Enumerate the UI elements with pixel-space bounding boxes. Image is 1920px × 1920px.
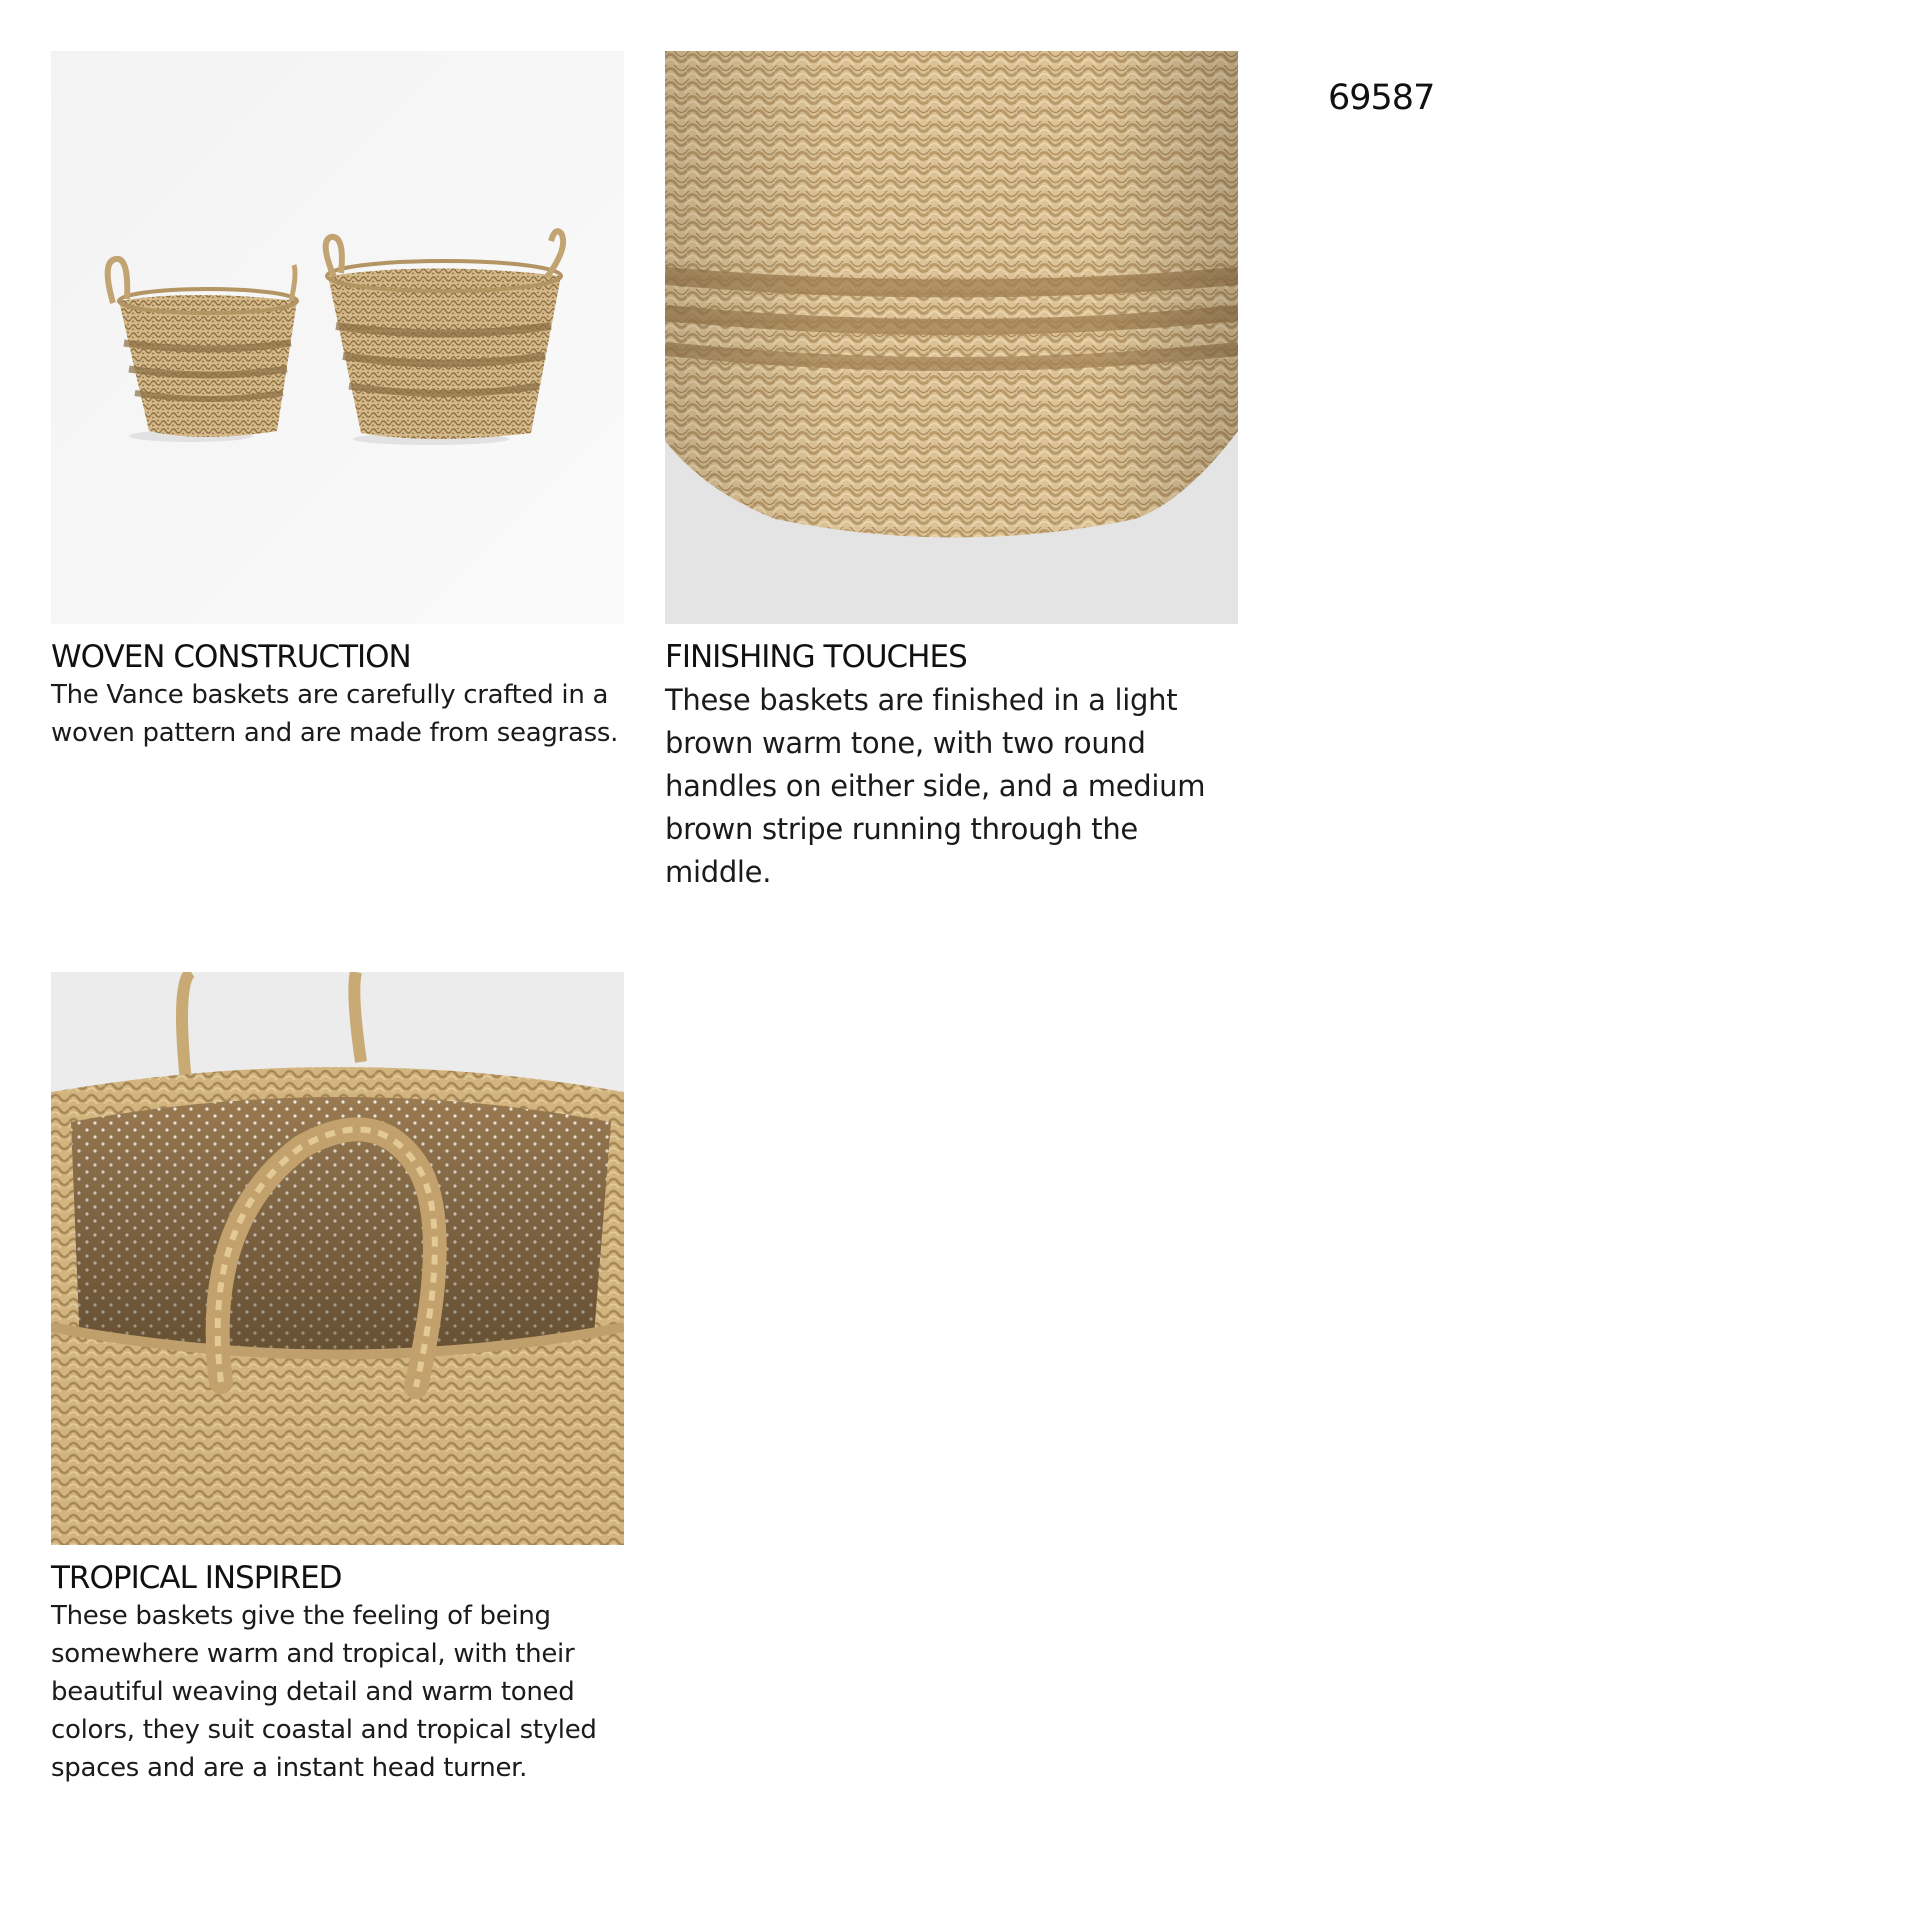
card-title: FINISHING TOUCHES	[665, 639, 967, 675]
feature-card-tropical-inspired	[51, 972, 624, 1787]
two-seagrass-baskets-photo	[51, 51, 624, 624]
card-title: WOVEN CONSTRUCTION	[51, 639, 411, 675]
card-title: TROPICAL INSPIRED	[51, 1560, 342, 1596]
basket-closeup-photo	[665, 51, 1238, 624]
feature-card-finishing-touches	[665, 51, 1238, 894]
card-description: These baskets are finished in a light brown warm tone, with two round handles on either side, and a medium brown stripe running through the middle.	[665, 683, 1206, 889]
basket-handle-closeup-photo	[51, 972, 624, 1545]
card-description: The Vance baskets are carefully crafted in a woven pattern and are made from seagrass.	[51, 680, 619, 748]
product-number: 69587	[1328, 78, 1435, 118]
card-description: These baskets give the feeling of being somewhere warm and tropical, with their beautiful weaving detail and warm toned colors, they suit coastal and tropical styled spaces and are a instant head turner.	[51, 1601, 597, 1783]
feature-card-woven-construction	[51, 51, 624, 752]
